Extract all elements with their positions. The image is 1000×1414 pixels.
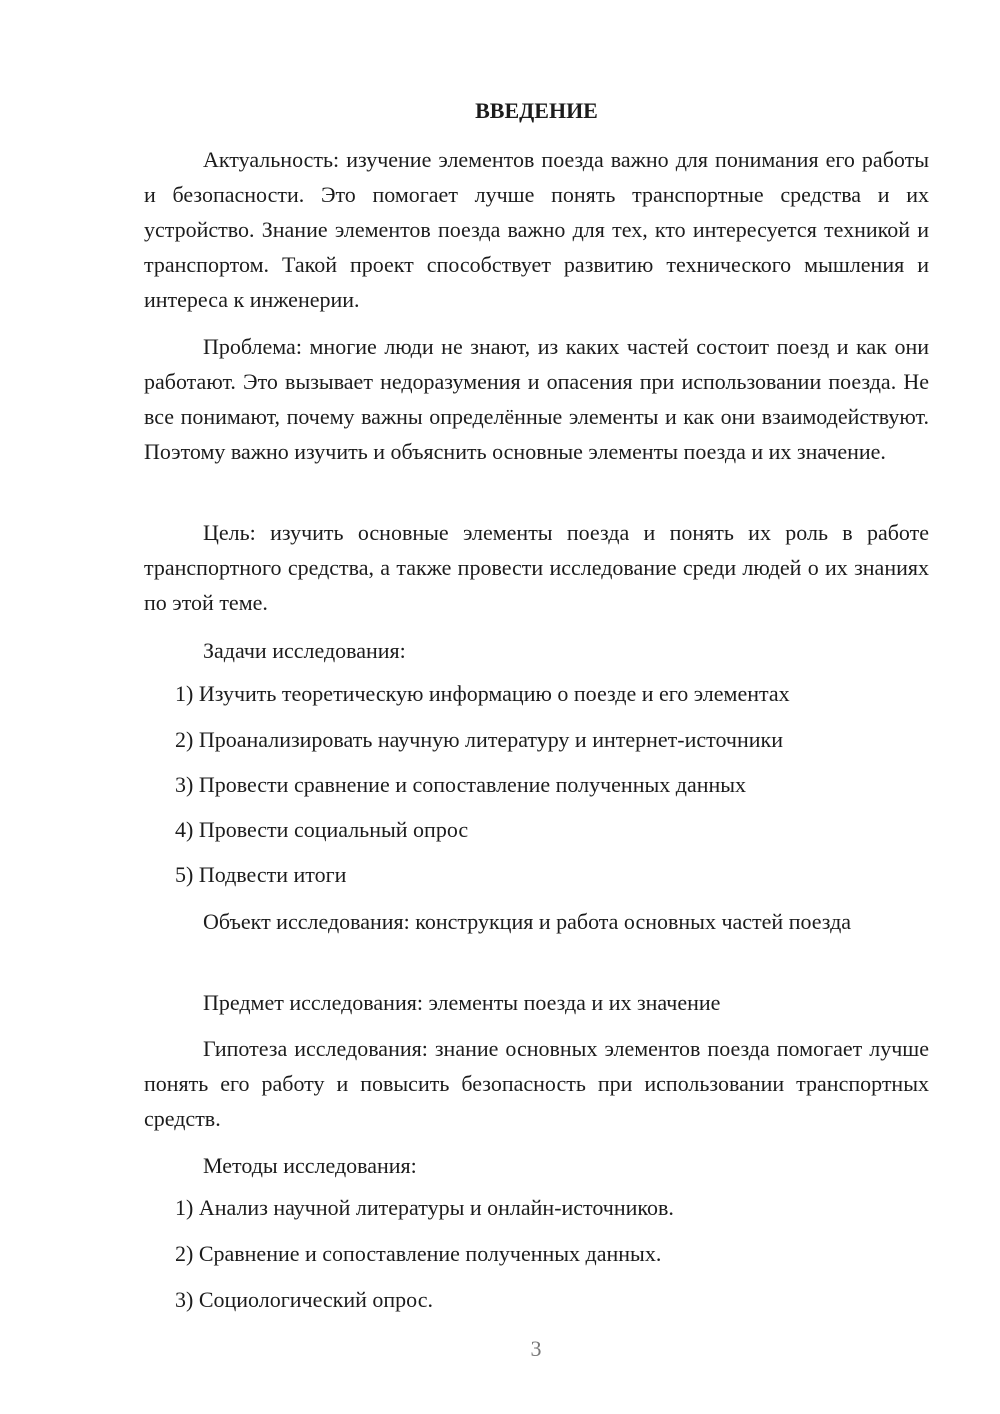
- list-item: 1) Изучить теоретическую информацию о поезде и его элементах: [175, 681, 790, 706]
- problem-paragraph-block: [144, 329, 929, 469]
- hypothesis-paragraph: Гипотеза исследования: знание основных элементов поезда помогает лучше понять его работу и повысить безопасность при использовании транспортных средств.: [144, 1036, 929, 1131]
- subject-paragraph-block: [144, 985, 929, 1020]
- object-paragraph-block: [144, 904, 929, 939]
- object-paragraph: Объект исследования: конструкция и работа основных частей поезда: [203, 909, 852, 934]
- relevance-paragraph: Актуальность: изучение элементов поезда важно для понимания его работы и безопасности. Это помогает лучше понять транспортные средства и их устройство. Знание элементов поезда важно для тех, кто интересуется техникой и транспортом. Такой проект способствует развитию технического мышления и интереса к инженерии.: [144, 147, 929, 312]
- list-item: 3) Социологический опрос.: [175, 1287, 433, 1312]
- tasks-heading-block: [144, 633, 929, 668]
- method-item-1: [144, 1193, 929, 1223]
- tasks-heading: Задачи исследования:: [203, 638, 406, 663]
- list-item: 4) Провести социальный опрос: [175, 817, 469, 842]
- problem-paragraph: Проблема: многие люди не знают, из каких частей состоит поезд и как они работают. Это вызывает недоразумения и опасения при использовании поезда. Не все понимают, почему важны определённые элементы и как они взаимодействуют. Поэтому важно изучить и объяснить основные элементы поезда и их значение.: [144, 334, 929, 464]
- task-item-5: [144, 860, 929, 890]
- task-item-1: [144, 679, 929, 709]
- list-item: 5) Подвести итоги: [175, 862, 347, 887]
- hypothesis-paragraph-block: [144, 1031, 929, 1136]
- list-item: 1) Анализ научной литературы и онлайн-источников.: [175, 1195, 674, 1220]
- page-number: 3: [530, 1336, 542, 1361]
- task-item-4: [144, 815, 929, 845]
- relevance-paragraph-block: [144, 142, 929, 317]
- goal-paragraph: Цель: изучить основные элементы поезда и понять их роль в работе транспортного средства, а также провести исследование среди людей о их знаниях по этой теме.: [144, 520, 929, 615]
- method-item-3: [144, 1285, 929, 1315]
- method-item-2: [144, 1239, 929, 1269]
- list-item: 3) Провести сравнение и сопоставление полученных данных: [175, 772, 747, 797]
- subject-paragraph: Предмет исследования: элементы поезда и их значение: [203, 990, 721, 1015]
- section-title: ВВЕДЕНИЕ: [475, 98, 598, 123]
- list-item: 2) Проанализировать научную литературу и интернет-источники: [175, 727, 783, 752]
- list-item: 2) Сравнение и сопоставление полученных данных.: [175, 1241, 662, 1266]
- task-item-2: [144, 725, 929, 755]
- methods-heading-block: [144, 1148, 929, 1183]
- methods-heading: Методы исследования:: [203, 1153, 417, 1178]
- goal-paragraph-block: [144, 515, 929, 620]
- task-item-3: [144, 770, 929, 800]
